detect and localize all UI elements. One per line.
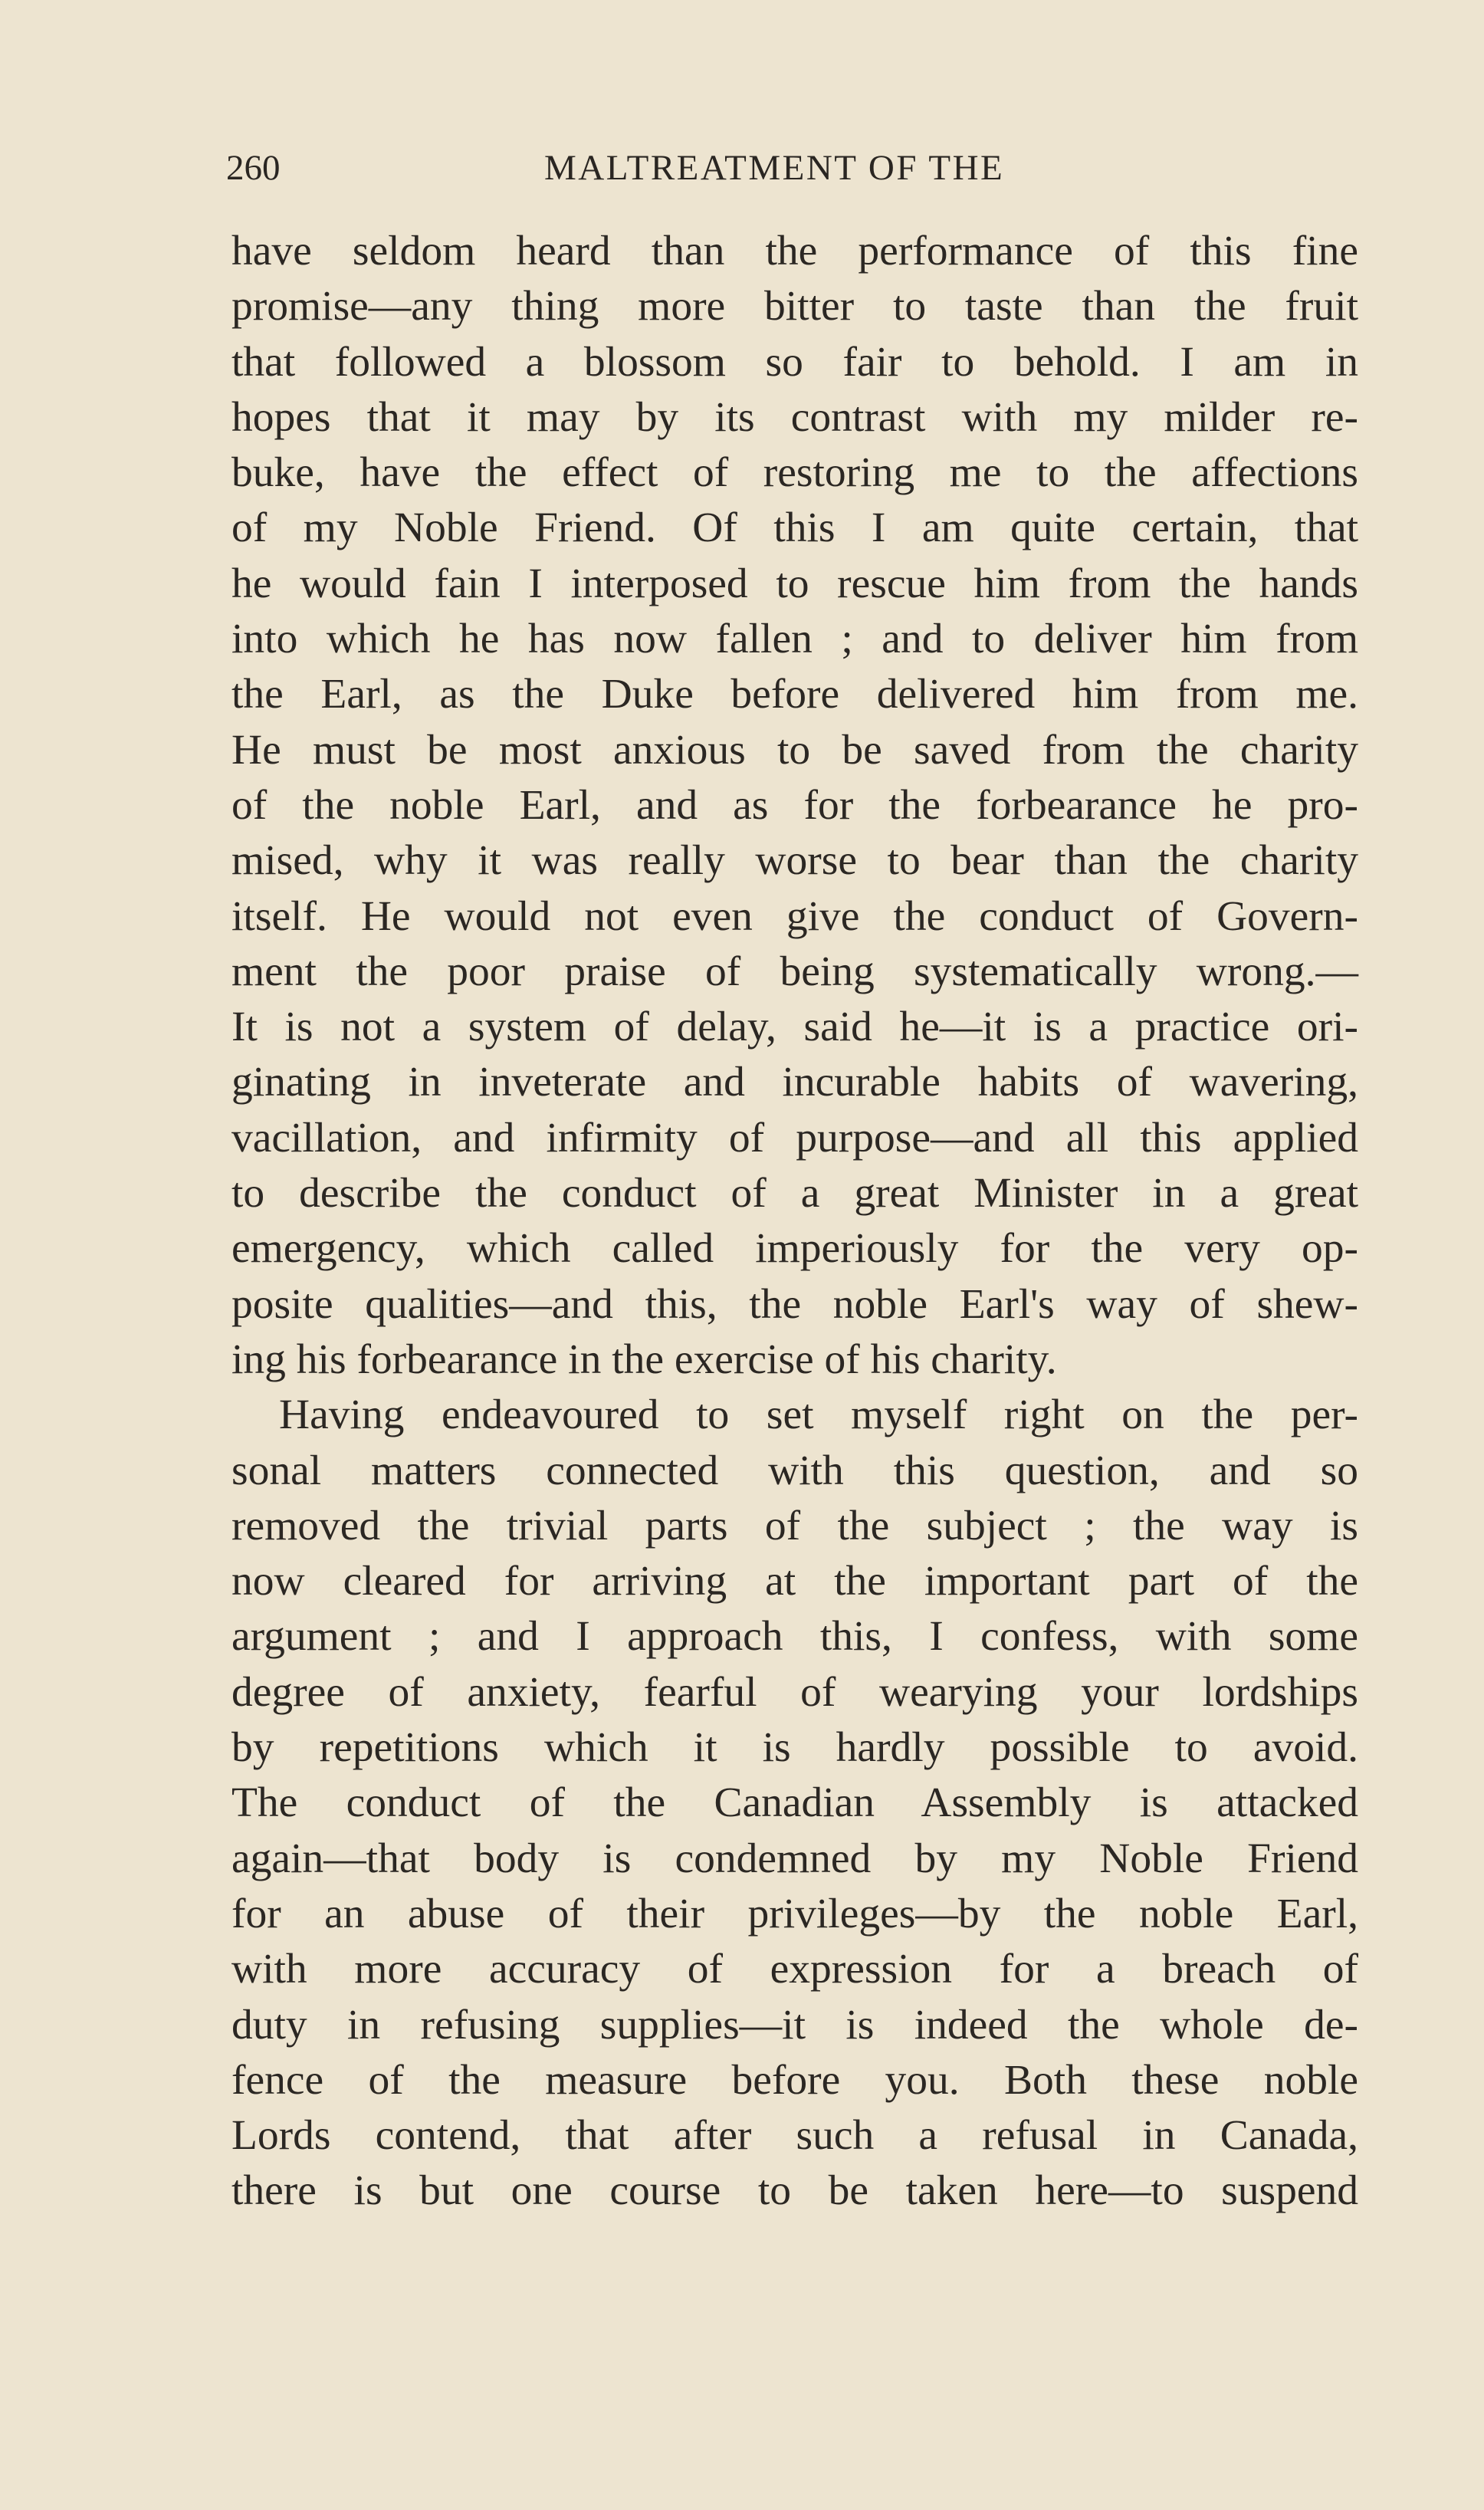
text-line: ing his forbearance in the exercise of his charity. [231,1335,1057,1383]
text-line: Lords contend, that after such a refusal in Canada, [231,2112,1358,2160]
text-line: now cleared for arriving at the important part of the [231,1558,1358,1605]
running-head: MALTREATMENT OF THE [544,148,1005,188]
text-line: hopes that it may by its contrast with my milder re- [231,393,1358,441]
text-line: fence of the measure before you. Both these noble [231,2056,1358,2104]
text-line: It is not a system of delay, said he—it is a practice ori- [231,1004,1358,1051]
text-line: of my Noble Friend. Of this I am quite certain, that [231,504,1358,552]
text-line: promise—any thing more bitter to taste than the fruit [231,283,1358,330]
text-line: ment the poor praise of being systematically wrong.— [231,948,1358,995]
text-line: sonal matters connected with this question, and so [231,1447,1358,1494]
page-header [226,147,1062,201]
text-line: for an abuse of their privileges—by the noble Earl, [231,1890,1358,1937]
text-line: by repetitions which it is hardly possible to avoid. [231,1724,1358,1772]
text-line: argument ; and I approach this, I confess, with some [231,1613,1358,1661]
text-line: of the noble Earl, and as for the forbearance he pro- [231,781,1358,829]
text-line: vacillation, and infirmity of purpose—and all this applied [231,1114,1358,1161]
text-line: he would fain I interposed to rescue him from the hands [231,560,1358,607]
text-line: The conduct of the Canadian Assembly is attacked [231,1779,1358,1827]
text-line: again—that body is condemned by my Noble Friend [231,1835,1358,1882]
text-line: that followed a blossom so fair to behold. I am in [231,338,1358,386]
text-line: there is but one course to be taken here—to suspend [231,2167,1358,2215]
text-line: with more accuracy of expression for a breach of [231,1946,1358,1993]
page-number: 260 [226,148,281,188]
text-line: itself. He would not even give the conduct of Govern- [231,892,1358,940]
text-line: have seldom heard than the performance of this fine [231,228,1358,274]
text-line: duty in refusing supplies—it is indeed the whole de- [231,2001,1358,2048]
text-line: the Earl, as the Duke before delivered him from me. [231,671,1358,718]
text-line: degree of anxiety, fearful of wearying your lordships [231,1668,1358,1716]
text-line: emergency, which called imperiously for the very op- [231,1225,1358,1273]
text-line: He must be most anxious to be saved from the charity [231,726,1358,774]
text-line: buke, have the effect of restoring me to the affections [231,449,1358,497]
text-line: into which he has now fallen ; and to deliver him from [231,616,1358,663]
text-line: mised, why it was really worse to bear than the charity [231,837,1358,885]
text-line: removed the trivial parts of the subject ; the way is [231,1502,1358,1549]
text-line: ginating in inveterate and incurable habits of wavering, [231,1059,1358,1106]
body-text [231,224,1358,2219]
text-line: Having endeavoured to set myself right on the per- [279,1391,1358,1439]
text-line: to describe the conduct of a great Minister in a great [231,1170,1358,1217]
text-line: posite qualities—and this, the noble Earl's way of shew- [231,1280,1358,1328]
